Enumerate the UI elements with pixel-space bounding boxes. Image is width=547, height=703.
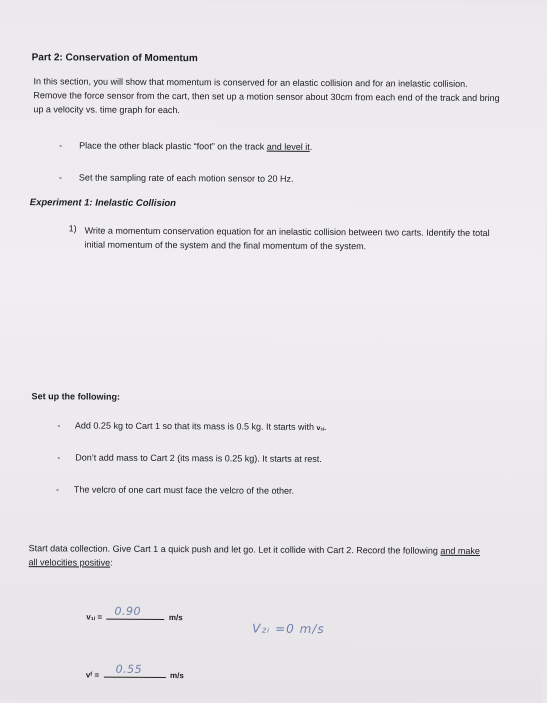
bullet-text: Set the sampling rate of each motion sensor to 20 Hz. xyxy=(78,172,294,184)
instructions-tail: : xyxy=(110,557,113,568)
velocity-unit: m/s xyxy=(168,613,183,623)
bullet-dash: - xyxy=(55,484,60,495)
instructions-underlined: and make all velocities positive xyxy=(28,545,480,568)
instructions xyxy=(29,541,489,572)
setup-item-text: Add 0.25 kg to Cart 1 so that its mass is 0.5 kg. It starts with xyxy=(74,420,317,432)
bullet-text: Place the other black plastic “foot” on the track xyxy=(79,140,267,152)
handwritten-answer: 0.55 xyxy=(115,662,143,676)
bullet-dash: - xyxy=(59,140,63,151)
setup-item-cart1 xyxy=(57,419,326,435)
setup-item-text: The velcro of one cart must face the velcro of the other. xyxy=(73,484,295,496)
bullet-dash: - xyxy=(58,172,62,183)
velocity-row-vf xyxy=(85,662,184,684)
setup-item-velcro xyxy=(56,483,294,497)
velocity-label: v₁ᵢ = xyxy=(86,612,103,622)
velocity-row-v1i xyxy=(86,604,183,626)
handwritten-v2i-note: V₂ᵢ =0 m/s xyxy=(252,621,325,636)
bullet-level-track xyxy=(59,139,312,154)
bullet-tail: . xyxy=(309,141,313,152)
bullet-dash: - xyxy=(57,452,61,463)
setup-title: Set up the following: xyxy=(31,391,121,402)
setup-item-cart2 xyxy=(57,451,322,466)
velocity-unit: m/s xyxy=(170,671,184,681)
bullet-dash: - xyxy=(57,420,61,431)
experiment-title: Experiment 1: Inelastic Collision xyxy=(29,197,177,210)
intro-paragraph: In this section, you will show that momentum is conserved for an elastic collision and for an inelastic collision. Remove the force sensor from the cart, then set up a motion sensor about 30cm from each end of the track and bring up a velocity vs. time graph for each. xyxy=(33,76,500,116)
bullet-sampling-rate xyxy=(59,171,294,185)
instructions-text: Start data collection. Give Cart 1 a quick push and let go. Let it collide with Cart 2. Record the following xyxy=(28,543,441,556)
bullet-underlined-text: and level it xyxy=(266,141,310,152)
question-number: 1) xyxy=(68,223,77,234)
velocity-label: vᶠ = xyxy=(85,670,100,680)
velocity-answer-blank[interactable] xyxy=(104,662,166,678)
setup-item-tail: v₁ᵢ. xyxy=(316,424,327,433)
question-text: Write a momentum conservation equation for an inelastic collision between two carts. Identify the total initial momentum of the system and the final momentum of the system. xyxy=(84,225,490,252)
part-title: Part 2: Conservation of Momentum xyxy=(31,52,198,65)
handwritten-answer: 0.90 xyxy=(114,604,142,618)
velocity-answer-blank[interactable] xyxy=(106,604,164,620)
setup-item-text: Don’t add mass to Cart 2 (its mass is 0.25 kg). It starts at rest. xyxy=(75,452,322,464)
